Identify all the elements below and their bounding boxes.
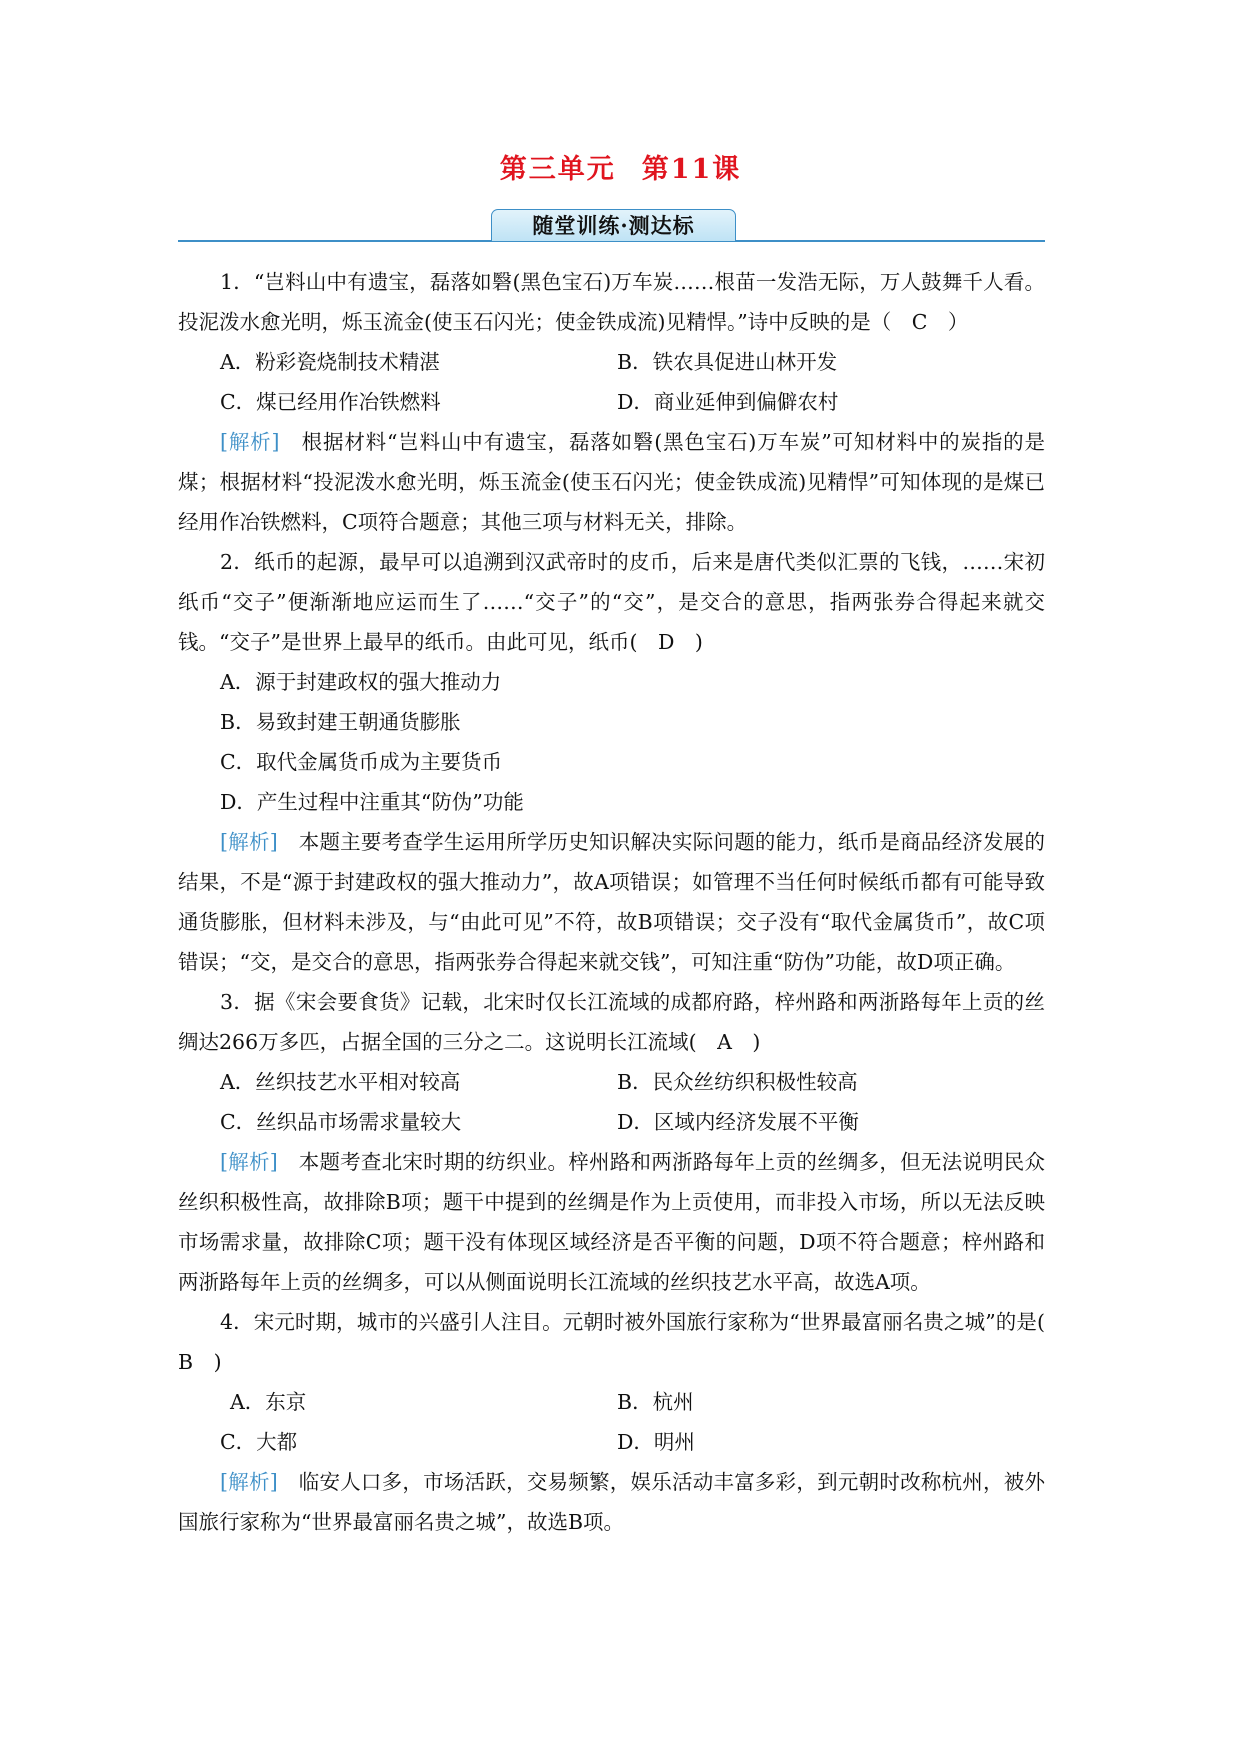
analysis [178,1142,1045,1302]
option-d: D．产生过程中注重其“防伪”功能 [220,790,524,814]
option-row [178,1062,1045,1102]
analysis-text: 根据材料“岂料山中有遗宝，磊落如䃜(黑色宝石)万车炭”可知材料中的炭指的是煤；根据材料“投泥泼水愈光明，烁玉流金(使玉石闪光；使金铁成流)见精悍”可知体现的是煤已经用作冶铁燃料，C项符合题意；其他三项与材料无关，排除。 [178,430,1046,534]
analysis [178,1462,1045,1542]
option-row [178,1422,1045,1462]
analysis [178,822,1045,982]
option-row [178,382,1045,422]
analysis-text: 本题考查北宋时期的纺织业。梓州路和两浙路每年上贡的丝绸多，但无法说明民众丝织积极性高，故排除B项；题干中提到的丝绸是作为上贡使用，而非投入市场，所以无法反映市场需求量，故排除C项；题干没有体现区域经济是否平衡的问题，D项不符合题意；梓州路和两浙路每年上贡的丝绸多，可以从侧面说明长江流域的丝织技艺水平高，故选A项。 [178,1150,1046,1294]
option-row [178,342,1045,382]
option-d: D．明州 [617,1430,695,1454]
lesson-title: 第11课 [641,154,742,185]
analysis-tag: [解析] [220,1470,278,1494]
option-c: C．丝织品市场需求量较大 [220,1110,462,1134]
option-c: C．大都 [220,1430,298,1454]
section-badge: 随堂训练·测达标 [491,209,736,241]
option-a: A．东京 [230,1390,307,1414]
page-title [0,150,1241,190]
question-list [178,262,1066,1542]
option-c: C．取代金属货币成为主要货币 [220,750,503,774]
question-stem: 4．宋元时期，城市的兴盛引人注目。元朝时被外国旅行家称为“世界最富丽名贵之城”的是( B ) [178,1310,1066,1374]
analysis-tag: [解析] [220,830,278,854]
option-c: C．煤已经用作冶铁燃料 [220,390,441,414]
analysis [178,422,1045,542]
option-a: A．粉彩瓷烧制技术精湛 [220,350,440,374]
option-row [178,1102,1045,1142]
question-stem: 1．“岂料山中有遗宝，磊落如䃜(黑色宝石)万车炭……根苗一发浩无际，万人鼓舞千人看。投泥泼水愈光明，烁玉流金(使玉石闪光；使金铁成流)见精悍。”诗中反映的是（ C ） [178,270,1045,334]
option-b: B．杭州 [617,1390,694,1414]
option-a: A．丝织技艺水平相对较高 [220,1070,461,1094]
analysis-tag: [解析] [220,1150,278,1174]
option-b: B．民众丝纺织积极性较高 [617,1070,858,1094]
option-d: D．区域内经济发展不平衡 [617,1110,859,1134]
analysis-tag: [解析] [220,430,280,454]
question-stem: 2．纸币的起源，最早可以追溯到汉武帝时的皮币，后来是唐代类似汇票的飞钱，……宋初纸币“交子”便渐渐地应运而生了……“交子”的“交”，是交合的意思，指两张券合得起来就交钱。“交子”是世界上最早的纸币。由此可见，纸币( D ) [178,550,1045,654]
section-header [178,209,1045,245]
question-stem: 3．据《宋会要食货》记载，北宋时仅长江流域的成都府路，梓州路和两浙路每年上贡的丝绸达266万多匹，占据全国的三分之二。这说明长江流域( A ) [178,990,1045,1054]
option-b: B．铁农具促进山林开发 [617,350,838,374]
analysis-text: 临安人口多，市场活跃，交易频繁，娱乐活动丰富多彩，到元朝时改称杭州，被外国旅行家称为“世界最富丽名贵之城”，故选B项。 [178,1470,1046,1534]
option-row [178,1382,1045,1422]
unit-title: 第三单元 [499,154,616,185]
option-a: A．源于封建政权的强大推动力 [220,670,502,694]
option-d: D．商业延伸到偏僻农村 [617,390,839,414]
option-b: B．易致封建王朝通货膨胀 [220,710,461,734]
analysis-text: 本题主要考查学生运用所学历史知识解决实际问题的能力，纸币是商品经济发展的结果，不是“源于封建政权的强大推动力”，故A项错误；如管理不当任何时候纸币都有可能导致通货膨胀，但材料未涉及，与“由此可见”不符，故B项错误；交子没有“取代金属货币”，故C项错误；“交，是交合的意思，指两张券合得起来就交钱”，可知注重“防伪”功能，故D项正确。 [178,830,1046,974]
